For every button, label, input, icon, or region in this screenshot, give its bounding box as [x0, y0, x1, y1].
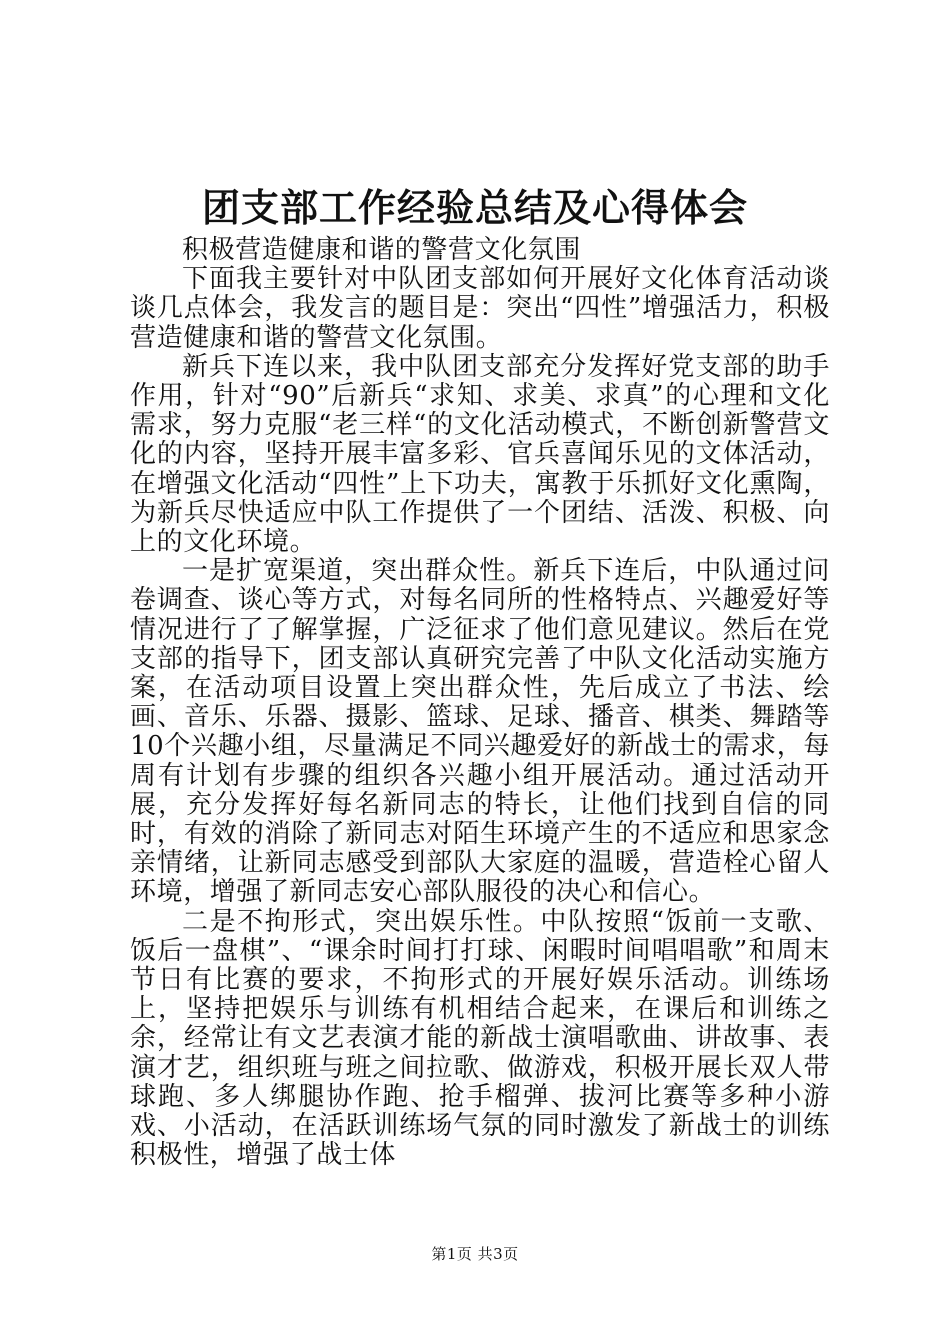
paragraph: 新兵下连以来，我中队团支部充分发挥好党支部的助手作用，针对“90”后新兵“求知、求美、求真”的心理和文化需求，努力克服“老三样“的文化活动模式，不断创新警营文化的内容，坚持开展丰富多彩、官兵喜闻乐见的文体活动，在增强文化活动“四性”上下功夫，寓教于乐抓好文化熏陶，为新兵尽快适应中队工作提供了一个团结、活泼、积极、向上的文化环境。 [130, 351, 830, 558]
paragraph: 二是不拘形式，突出娱乐性。中队按照“饭前一支歌、饭后一盘棋”、“课余时间打打球、闲暇时间唱唱歌”和周末节日有比赛的要求，不拘形式的开展好娱乐活动。训练场上，坚持把娱乐与训练有机相结合起来，在课后和训练之余，经常让有文艺表演才能的新战士演唱歌曲、讲故事、表演才艺，组织班与班之间拉歌、做游戏，积极开展长双人带球跑、多人绑腿协作跑、抢手榴弹、拔河比赛等多种小游戏、小活动，在活跃训练场气氛的同时激发了新战士的训练积极性，增强了战士体 [130, 906, 830, 1171]
paragraph-subtitle: 积极营造健康和谐的警营文化氛围 [182, 235, 582, 265]
paragraph: 下面我主要针对中队团支部如何开展好文化体育活动谈谈几点体会，我发言的题目是：突出“四性”增强活力，积极营造健康和谐的警营文化氛围。 [130, 264, 830, 353]
page-footer: 第1页 共3页 [431, 1245, 519, 1263]
paragraph: 一是扩宽渠道，突出群众性。新兵下连后，中队通过问卷调查、谈心等方式，对每名同所的性格特点、兴趣爱好等情况进行了了解掌握，广泛征求了他们意见建议。然后在党支部的指导下，团支部认真研究完善了中队文化活动实施方案，在活动项目设置上突出群众性，先后成立了书法、绘画、音乐、乐器、摄影、篮球、足球、播音、棋类、舞踏等10个兴趣小组，尽量满足不同兴趣爱好的新战士的需求，每周有计划有步骤的组织各兴趣小组开展活动。通过活动开展，充分发挥好每名新同志的特长，让他们找到自信的同时，有效的消除了新同志对陌生环境产生的不适应和思家念亲情绪，让新同志感受到部队大家庭的温暖，营造栓心留人环境，增强了新同志安心部队服役的决心和信心。 [130, 556, 830, 908]
document-body [130, 236, 830, 1171]
document-title: 团支部工作经验总结及心得体会 [201, 185, 748, 230]
